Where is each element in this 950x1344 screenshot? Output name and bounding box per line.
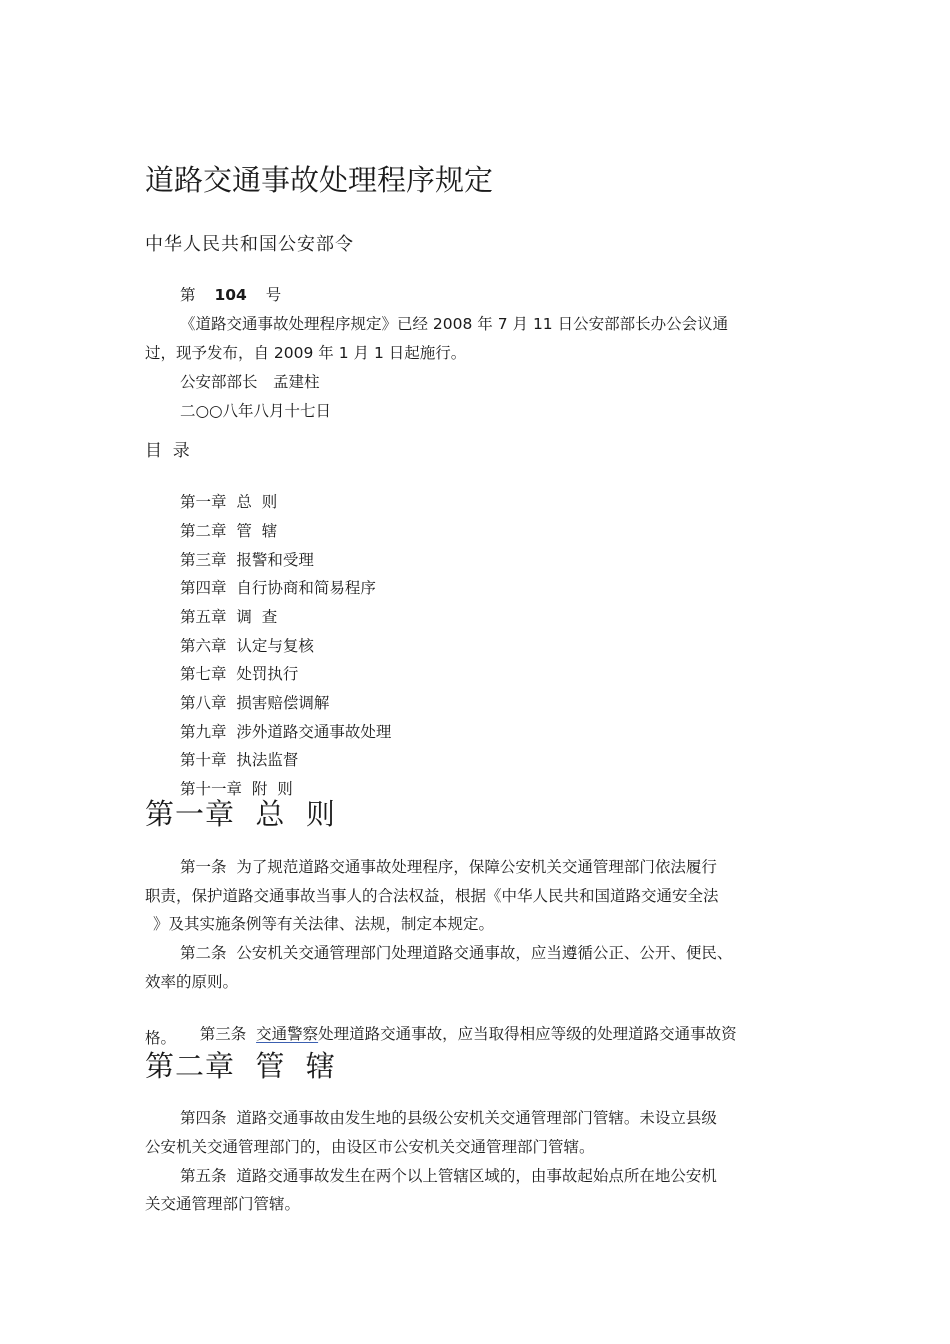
order-number-line (180, 283, 281, 307)
article-line: 关交通管理部门管辖。 (145, 1195, 301, 1213)
order-number: 104 (214, 286, 247, 304)
toc-item: 第八章 损害赔偿调解 (180, 694, 330, 712)
toc-item: 第一章 总 则 (180, 493, 278, 511)
article-text: 处理道路交通事故，应当取得相应等级的处理道路交通事故资 (318, 1025, 737, 1043)
article-line: 格。 (145, 1029, 177, 1047)
article-line: 职责，保护道路交通事故当事人的合法权益，根据《中华人民共和国道路交通安全法 (145, 887, 719, 905)
toc-item: 第七章 处罚执行 (180, 665, 299, 683)
traffic-police-link[interactable]: 交通警察 (256, 1025, 319, 1043)
article-line: 第五条 道路交通事故发生在两个以上管辖区域的，由事故起始点所在地公安机 (180, 1167, 717, 1185)
toc-item: 第五章 调 查 (180, 608, 278, 626)
article-label: 第三条 (199, 1025, 257, 1043)
document-subtitle: 中华人民共和国公安部令 (145, 234, 354, 255)
intro-paragraph-line: 《道路交通事故处理程序规定》已经 2008 年 7 月 11 日公安部部长办公会议通 (180, 315, 729, 333)
article-line: 》及其实施条例等有关法律、法规，制定本规定。 (153, 915, 495, 933)
article-line: 第四条 道路交通事故由发生地的县级公安机关交通管理部门管辖。未设立县级 (180, 1109, 717, 1127)
toc-heading: 目 录 (145, 441, 190, 461)
toc-item: 第六章 认定与复核 (180, 637, 314, 655)
toc-item: 第四章 自行协商和简易程序 (180, 579, 376, 597)
toc-item: 第十章 执法监督 (180, 751, 299, 769)
article-line: 第一条 为了规范道路交通事故处理程序，保障公安机关交通管理部门依法履行 (180, 858, 717, 876)
article-line: 公安机关交通管理部门的，由设区市公安机关交通管理部门管辖。 (145, 1138, 595, 1156)
chapter-heading: 第一章 总 则 (145, 797, 336, 831)
article-line: 效率的原则。 (145, 973, 239, 991)
issue-date: 二○○八年八月十七日 (180, 402, 332, 420)
intro-paragraph-line: 过，现予发布，自 2009 年 1 月 1 日起施行。 (145, 344, 467, 362)
toc-item: 第九章 涉外道路交通事故处理 (180, 723, 392, 741)
signatory: 公安部部长 孟建柱 (180, 373, 320, 391)
order-prefix: 第 (180, 286, 196, 304)
order-suffix: 号 (265, 286, 282, 304)
document-title: 道路交通事故处理程序规定 (145, 163, 494, 197)
toc-item: 第三章 报警和受理 (180, 551, 314, 569)
article-line: 第二条 公安机关交通管理部门处理道路交通事故，应当遵循公正、公开、便民、 (180, 944, 733, 962)
chapter-heading: 第二章 管 辖 (145, 1049, 336, 1083)
toc-item: 第二章 管 辖 (180, 522, 278, 540)
toc-item: 第十一章 附 则 (180, 780, 293, 798)
